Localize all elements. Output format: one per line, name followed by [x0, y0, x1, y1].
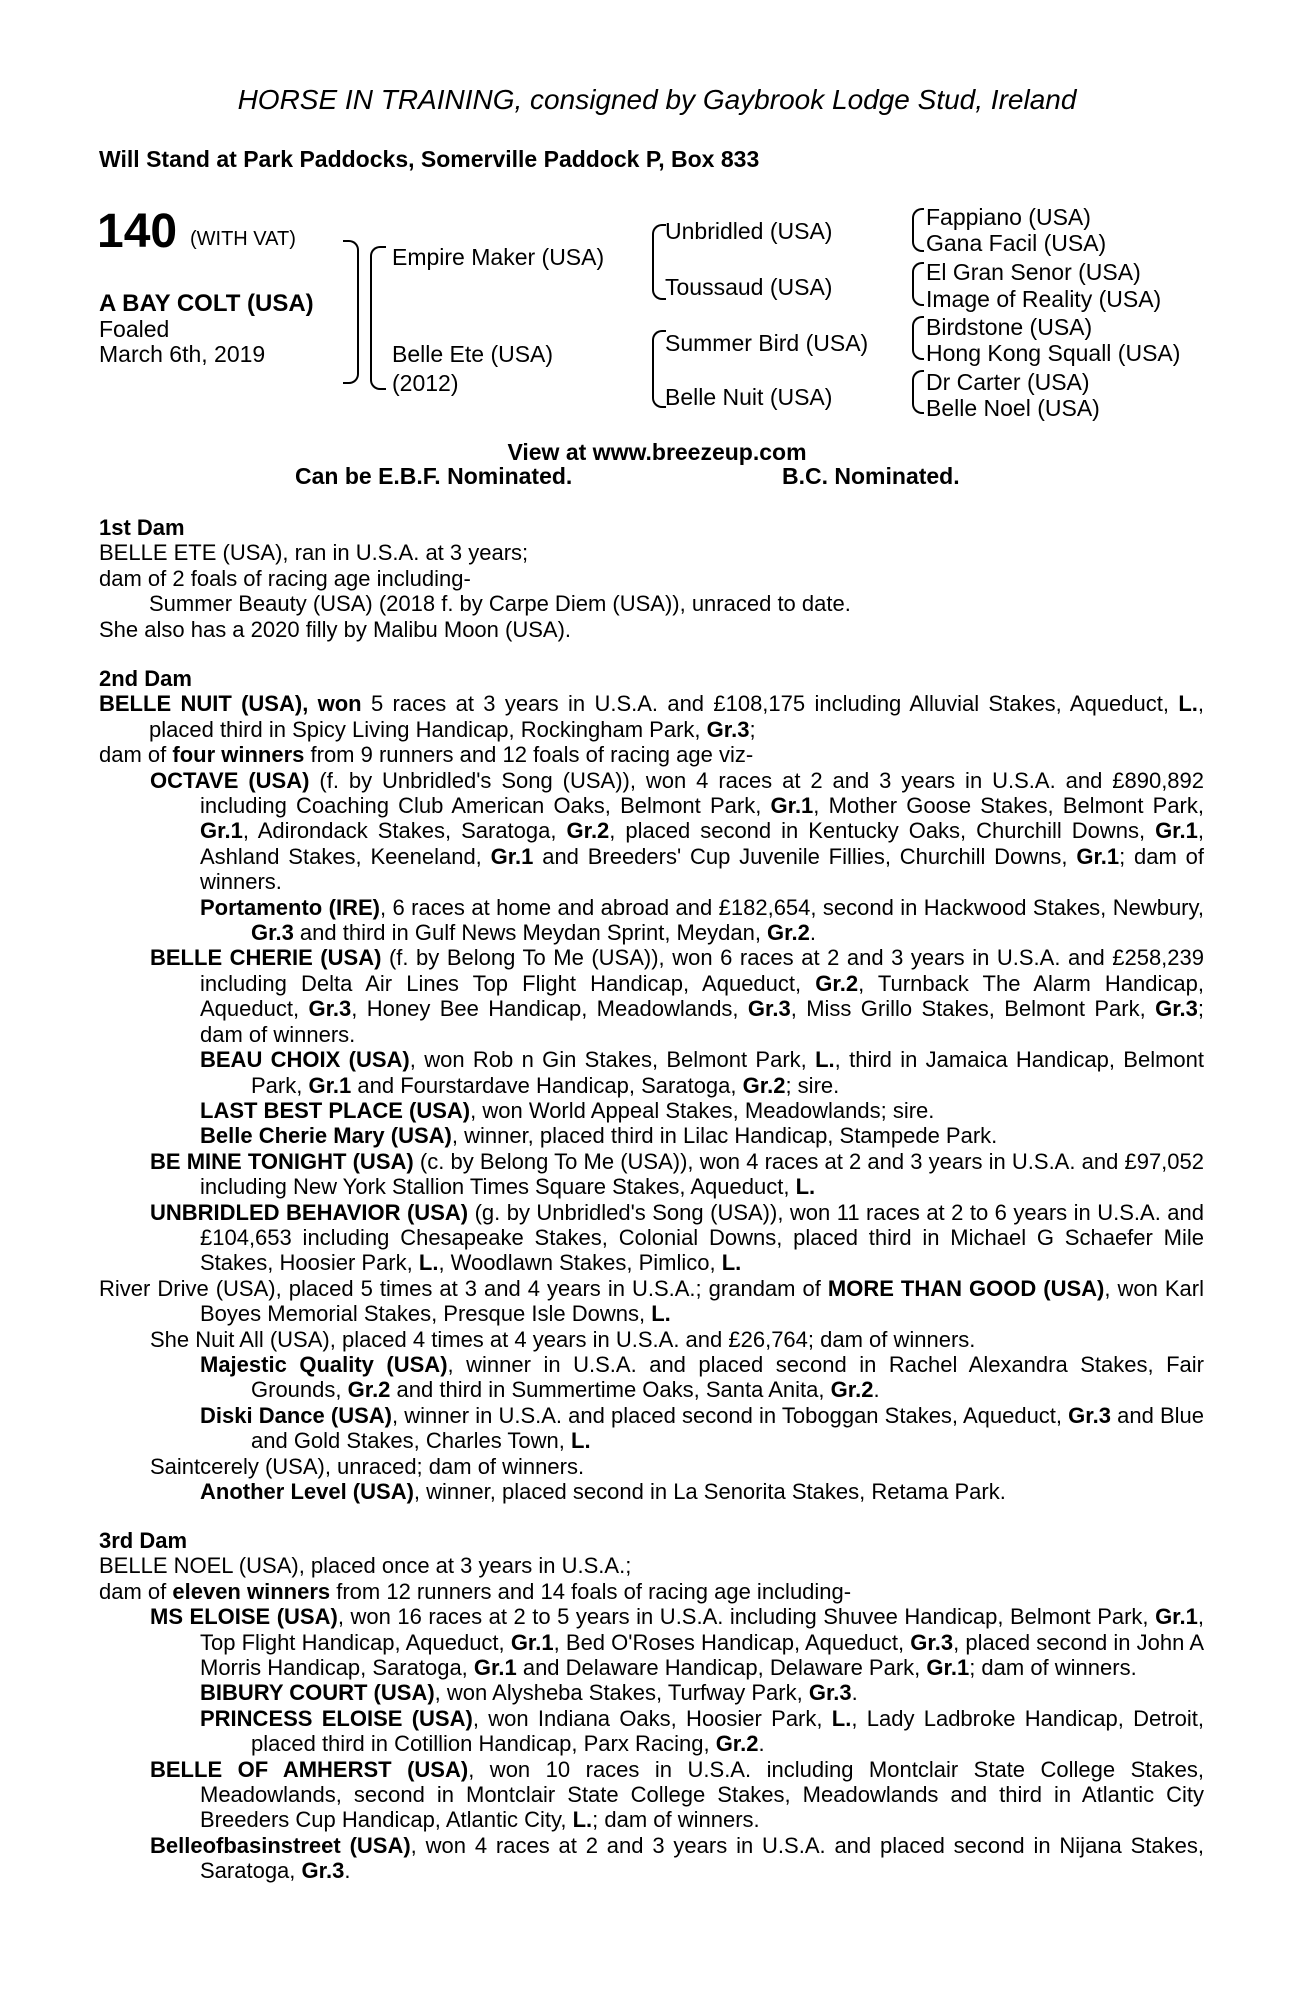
pedigree-brace-g2: [912, 262, 924, 306]
text-run: , Honey Bee Handicap, Meadowlands,: [351, 996, 748, 1022]
bold-text-run: Gr.1: [308, 1072, 352, 1098]
dam-entry: [99, 1479, 1204, 1504]
text-run: dam of: [99, 1578, 173, 1604]
bold-text-run: eleven winners: [172, 1578, 331, 1604]
bold-text-run: Gr.1: [510, 1629, 554, 1655]
dam-entry: [99, 1276, 1204, 1327]
pedigree-dam-sire: Summer Bird (USA): [665, 330, 869, 356]
text-run: River Drive (USA), placed 5 times at 3 and 4 years in U.S.A.; grandam of: [99, 1275, 828, 1301]
text-run: , won Rob n Gin Stakes, Belmont Park,: [409, 1047, 816, 1073]
lot-number: 140: [97, 205, 178, 258]
bold-text-run: Gr.3: [308, 996, 352, 1022]
pedigree-ggp-5: Birdstone (USA): [926, 314, 1093, 340]
bold-text-run: L.: [795, 1174, 816, 1200]
bold-text-run: Portamento (IRE): [200, 894, 380, 920]
first-dam-line: dam of 2 foals of racing age including-: [99, 565, 471, 591]
text-run: , won Indiana Oaks, Hoosier Park,: [472, 1705, 832, 1731]
text-run: , Ashland Stakes, Keeneland,: [200, 818, 1204, 869]
pedigree-ggp-3: El Gran Senor (USA): [926, 259, 1141, 285]
dam-entry: [99, 1047, 1204, 1098]
text-run: , third in Jamaica Handicap, Belmont Park,: [251, 1047, 1204, 1098]
bold-text-run: Gr.2: [566, 818, 610, 844]
bold-text-run: Gr.2: [347, 1377, 391, 1403]
text-run: , Miss Grillo Stakes, Belmont Park,: [790, 996, 1156, 1022]
bold-text-run: Gr.3: [1155, 996, 1198, 1022]
dam-entry: [99, 1149, 1204, 1200]
vat-note: (WITH VAT): [190, 228, 296, 250]
text-run: and third in Gulf News Meydan Sprint, Meydan,: [293, 920, 768, 946]
bold-text-run: Gr.3: [808, 1680, 852, 1706]
text-run: She Nuit All (USA), placed 4 times at 4 years in U.S.A. and £26,764; dam of winners.: [150, 1326, 976, 1352]
text-run: .: [344, 1858, 351, 1884]
text-run: ; sire.: [785, 1072, 840, 1098]
ebf-note: Can be E.B.F. Nominated.: [295, 463, 573, 489]
text-run: , won World Appeal Stakes, Meadowlands; sire.: [470, 1097, 935, 1123]
first-dam-line: She also has a 2020 filly by Malibu Moon (USA).: [99, 616, 572, 642]
dam-entry: [99, 1553, 1204, 1578]
pedigree-dam-year: (2012): [392, 370, 459, 396]
text-run: , placed third in Spicy Living Handicap, Rockingham Park,: [149, 691, 1204, 742]
bold-text-run: BEAU CHOIX (USA): [200, 1047, 410, 1073]
text-run: , winner in U.S.A. and placed second in Toboggan Stakes, Aqueduct,: [392, 1402, 1069, 1428]
pedigree-brace-sire: [652, 224, 666, 300]
bold-text-run: L.: [1178, 691, 1198, 717]
bold-text-run: Gr.2: [815, 970, 859, 996]
pedigree-ggp-1: Fappiano (USA): [926, 204, 1091, 230]
text-run: dam of: [99, 742, 173, 768]
first-dam-line: Summer Beauty (USA) (2018 f. by Carpe Diem (USA)), unraced to date.: [149, 591, 851, 617]
bold-text-run: Majestic Quality (USA): [200, 1351, 448, 1377]
bold-text-run: L.: [831, 1705, 852, 1731]
lot-description: A BAY COLT (USA): [99, 290, 314, 317]
stand-location: Will Stand at Park Paddocks, Somerville Paddock P, Box 833: [99, 146, 760, 172]
foaled-date: March 6th, 2019: [99, 341, 266, 367]
text-run: ; dam of winners.: [200, 996, 1205, 1047]
pedigree-ggp-8: Belle Noel (USA): [926, 395, 1100, 421]
section-second-dam: [99, 666, 1204, 1504]
bold-text-run: L.: [815, 1047, 835, 1073]
text-run: , won 10 races in U.S.A. including Montclair State College Stakes, Meadowlands, second in Montclair State College Stakes, Meadowlands and third in Atlantic City Breeders Cup Handicap, Atlantic City,: [200, 1756, 1204, 1833]
text-run: , Turnback The Alarm Handicap, Aqueduct,: [200, 970, 1204, 1022]
text-run: ;: [749, 716, 756, 742]
bold-text-run: Gr.3: [910, 1629, 954, 1655]
bold-text-run: BE MINE TONIGHT (USA): [150, 1148, 414, 1174]
pedigree-ggp-7: Dr Carter (USA): [926, 369, 1090, 395]
dam-entry: [99, 1757, 1204, 1833]
bold-text-run: BELLE NUIT (USA), won: [99, 691, 362, 717]
first-dam-line: BELLE ETE (USA), ran in U.S.A. at 3 years;: [99, 540, 529, 566]
text-run: , placed second in Kentucky Oaks, Churchill Downs,: [609, 818, 1156, 844]
text-run: and Breeders' Cup Juvenile Fillies, Churchill Downs,: [533, 843, 1077, 869]
text-run: .: [851, 1680, 858, 1706]
dam-entry: [99, 1454, 1204, 1479]
text-run: Saintcerely (USA), unraced; dam of winners.: [150, 1453, 585, 1479]
bold-text-run: Gr.1: [1155, 1604, 1198, 1630]
text-run: , Adirondack Stakes, Saratoga,: [242, 818, 567, 844]
text-run: , placed second in John A Morris Handicap, Saratoga,: [200, 1629, 1204, 1681]
bold-text-run: Gr.1: [1155, 818, 1198, 844]
pedigree-dam-dam: Belle Nuit (USA): [665, 384, 833, 410]
text-run: (f. by Unbridled's Song (USA)), won 4 races at 2 and 3 years in U.S.A. and £890,892 including Coaching Club American Oaks, Belmont Park,: [200, 767, 1205, 819]
bold-text-run: Gr.1: [926, 1655, 970, 1681]
text-run: , Mother Goose Stakes, Belmont Park,: [813, 793, 1204, 819]
pedigree-brace-parents: [370, 246, 386, 390]
bold-text-run: BELLE OF AMHERST (USA): [150, 1756, 469, 1782]
text-run: ; dam of winners.: [200, 843, 1204, 895]
text-run: ; dam of winners.: [592, 1807, 760, 1833]
pedigree-brace-g3: [912, 316, 924, 360]
bold-text-run: BIBURY COURT (USA): [200, 1680, 435, 1706]
text-run: , winner in U.S.A. and placed second in Rachel Alexandra Stakes, Fair Grounds,: [251, 1351, 1204, 1403]
dam-entry: [99, 1098, 1204, 1123]
dam-entry: [99, 1833, 1204, 1884]
text-run: , won 4 races at 2 and 3 years in U.S.A. and placed second in Nijana Stakes, Saratoga,: [200, 1832, 1204, 1884]
dam-entry: [99, 895, 1204, 946]
bold-text-run: OCTAVE (USA): [150, 767, 310, 793]
pedigree-sire-sire: Unbridled (USA): [665, 218, 833, 244]
view-online-note: View at www.breezeup.com: [507, 439, 807, 465]
bc-note: B.C. Nominated.: [782, 463, 960, 489]
dam-entry: [99, 1579, 1204, 1604]
second-dam-heading: 2nd Dam: [99, 666, 192, 691]
bold-text-run: L.: [721, 1250, 742, 1276]
text-run: (f. by Belong To Me (USA)), won 6 races at 2 and 3 years in U.S.A. and £258,239 including Delta Air Lines Top Flight Handicap, Aqueduct,: [200, 945, 1204, 996]
text-run: , won Karl Boyes Memorial Stakes, Presque Isle Downs,: [200, 1275, 1204, 1327]
bold-text-run: Gr.3: [251, 920, 294, 946]
bold-text-run: Gr.2: [742, 1072, 786, 1098]
text-run: ; dam of winners.: [969, 1655, 1137, 1681]
bold-text-run: UNBRIDLED BEHAVIOR (USA): [150, 1199, 469, 1225]
pedigree-ggp-4: Image of Reality (USA): [926, 286, 1162, 312]
page-title: HORSE IN TRAINING, consigned by Gaybrook Lodge Stud, Ireland: [237, 84, 1077, 115]
text-run: .: [758, 1731, 765, 1757]
text-run: BELLE NOEL (USA), placed once at 3 years in U.S.A.;: [99, 1553, 632, 1579]
bold-text-run: LAST BEST PLACE (USA): [200, 1097, 471, 1123]
pedigree-ggp-2: Gana Facil (USA): [926, 230, 1107, 256]
text-run: from 9 runners and 12 foals of racing age viz-: [304, 742, 754, 768]
bold-text-run: Gr.1: [200, 818, 243, 844]
bold-text-run: Gr.1: [1076, 843, 1120, 869]
dam-entry: [99, 691, 1204, 742]
bold-text-run: PRINCESS ELOISE (USA): [200, 1705, 473, 1731]
bold-text-run: MORE THAN GOOD (USA): [827, 1275, 1105, 1301]
text-run: , Top Flight Handicap, Aqueduct,: [200, 1604, 1204, 1655]
pedigree-brace-main: [343, 240, 359, 384]
dam-entry: [99, 945, 1204, 1047]
text-run: and Delaware Handicap, Delaware Park,: [516, 1655, 927, 1681]
text-run: , won Alysheba Stakes, Turfway Park,: [434, 1680, 809, 1706]
bold-text-run: Diski Dance (USA): [200, 1402, 392, 1428]
bold-text-run: Gr.3: [706, 716, 750, 742]
bold-text-run: four winners: [172, 742, 305, 768]
bold-text-run: Gr.3: [301, 1858, 345, 1884]
bold-text-run: BELLE CHERIE (USA): [150, 945, 382, 971]
text-run: from 12 runners and 14 foals of racing age including-: [330, 1578, 852, 1604]
section-third-dam: [99, 1528, 1204, 1884]
bold-text-run: Gr.3: [747, 996, 791, 1022]
text-run: and Fourstardave Handicap, Saratoga,: [351, 1072, 743, 1098]
bold-text-run: L.: [571, 1428, 591, 1454]
pedigree-ggp-6: Hong Kong Squall (USA): [926, 340, 1181, 366]
third-dam-heading: 3rd Dam: [99, 1528, 188, 1553]
text-run: , 6 races at home and abroad and £182,654, second in Hackwood Stakes, Newbury,: [379, 894, 1204, 920]
dam-entry: [99, 1327, 1204, 1352]
pedigree-brace-g1: [912, 208, 924, 252]
bold-text-run: Gr.1: [473, 1655, 517, 1681]
text-run: (c. by Belong To Me (USA)), won 4 races at 2 and 3 years in U.S.A. and £97,052 including New York Stallion Times Square Stakes, Aqueduct,: [200, 1148, 1205, 1200]
text-run: , winner, placed second in La Senorita Stakes, Retama Park.: [413, 1479, 1006, 1504]
bold-text-run: L.: [418, 1250, 439, 1276]
text-run: , winner, placed third in Lilac Handicap, Stampede Park.: [451, 1123, 998, 1149]
text-run: , Woodlawn Stakes, Pimlico,: [438, 1250, 722, 1276]
bold-text-run: L.: [572, 1807, 593, 1833]
text-run: and third in Summertime Oaks, Santa Anita,: [390, 1377, 831, 1403]
text-run: .: [873, 1377, 880, 1403]
text-run: , Lady Ladbroke Handicap, Detroit, placed third in Cotillion Handicap, Parx Racing,: [251, 1705, 1205, 1757]
dam-entry: [99, 1680, 1204, 1705]
bold-text-run: Gr.3: [1068, 1402, 1111, 1428]
bold-text-run: Another Level (USA): [200, 1479, 414, 1504]
bold-text-run: Gr.2: [830, 1377, 874, 1403]
bold-text-run: Gr.1: [770, 793, 814, 819]
bold-text-run: Gr.2: [715, 1731, 759, 1757]
text-run: (g. by Unbridled's Song (USA)), won 11 races at 2 to 6 years in U.S.A. and £104,653 including Chesapeake Stakes, Colonial Downs, placed third in Michael G Schaefer Mile Stakes, Hoosier Park,: [200, 1199, 1204, 1276]
bold-text-run: Belleofbasinstreet (USA): [150, 1832, 411, 1858]
pedigree-sire: Empire Maker (USA): [392, 244, 605, 270]
text-run: 5 races at 3 years in U.S.A. and £108,175 including Alluvial Stakes, Aqueduct,: [361, 691, 1179, 717]
dam-entry: [99, 742, 1204, 767]
bold-text-run: Gr.2: [767, 920, 810, 946]
bold-text-run: L.: [651, 1301, 671, 1327]
pedigree-sire-dam: Toussaud (USA): [665, 274, 833, 300]
section-first-dam: [99, 515, 1204, 642]
foaled-label: Foaled: [99, 316, 170, 342]
dam-entry: [99, 768, 1204, 895]
first-dam-heading: 1st Dam: [99, 515, 185, 540]
dam-entry: [99, 1352, 1204, 1403]
dam-entry: [99, 1200, 1204, 1276]
pedigree-brace-g4: [912, 370, 924, 414]
dam-entry: [99, 1604, 1204, 1680]
text-run: .: [809, 920, 816, 946]
text-run: , Bed O'Roses Handicap, Aqueduct,: [553, 1629, 911, 1655]
dam-entry: [99, 1706, 1204, 1757]
bold-text-run: MS ELOISE (USA): [150, 1604, 338, 1630]
pedigree-dam: Belle Ete (USA): [392, 341, 554, 367]
bold-text-run: Gr.1: [490, 843, 534, 869]
dam-entry: [99, 1403, 1204, 1454]
text-run: , won 16 races at 2 to 5 years in U.S.A. including Shuvee Handicap, Belmont Park,: [337, 1604, 1156, 1630]
dam-entry: [99, 1123, 1204, 1148]
pedigree-brace-dam: [652, 330, 666, 408]
bold-text-run: Belle Cherie Mary (USA): [200, 1123, 452, 1149]
text-run: and Blue and Gold Stakes, Charles Town,: [251, 1402, 1204, 1454]
